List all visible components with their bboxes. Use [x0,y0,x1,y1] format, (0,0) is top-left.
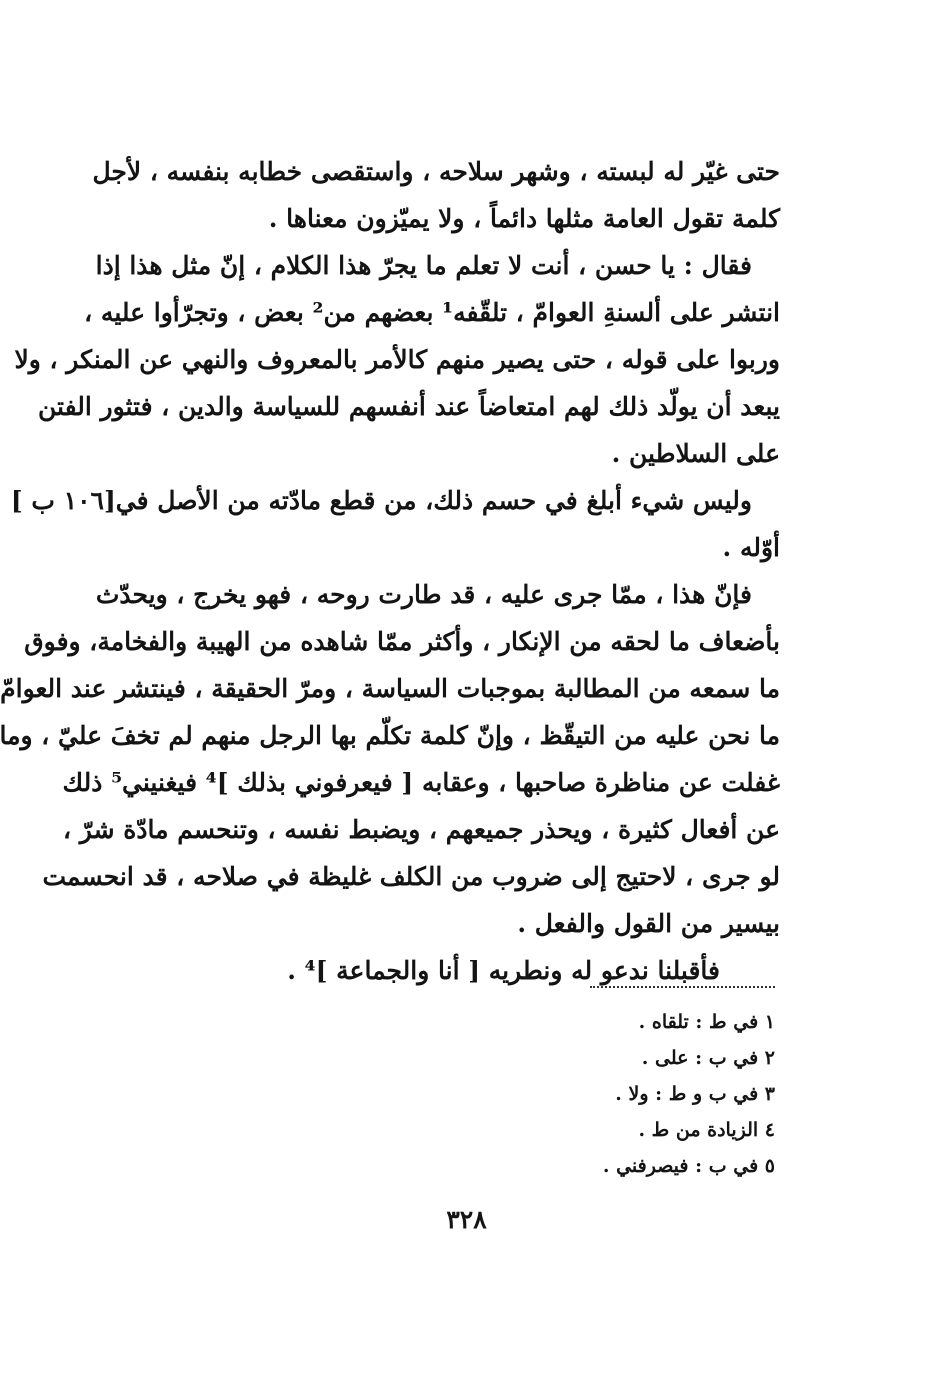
text-line: ما سمعه من المطالبة بموجبات السياسة ، ومرّ الحقيقة ، فينتشر عند العوامّ [0,674,780,703]
footnote-2: ٢ في ب : على . [641,1047,775,1069]
text-line: غفلت عن مناظرة صاحبها ، وعقابه [ فيعرفوني بذلك ]⁴ فيغنيني⁵ ذلك [62,768,780,797]
text-line: لو جرى ، لاحتيج إلى ضروب من الكلف غليظة في صلاحه ، قد انحسمت [42,862,780,891]
text-line: أوّله . [722,533,780,562]
page-number: ٣٢٨ [446,1205,487,1234]
text-line: بأضعاف ما لحقه من الإنكار ، وأكثر ممّا شاهده من الهيبة والفخامة، وفوق [24,627,780,656]
text-line: وليس شيء أبلغ في حسم ذلك، من قطع مادّته من الأصل في[١٠٦ ب ] [10,486,752,515]
text-line: فقال : يا حسن ، أنت لا تعلم ما يجرّ هذا الكلام ، إنّ مثل هذا إذا [95,251,752,280]
main-text [0,148,780,994]
footnote-1: ١ في ط : تلقاه . [638,1011,775,1033]
text-line: عن أفعال كثيرة ، ويحذر جميعهم ، ويضبط نفسه ، وتنحسم مادّة شرّ ، [63,815,780,844]
footnotes [560,1004,775,1184]
footnote-divider [590,986,775,988]
paragraph-2 [14,242,780,477]
text-line: انتشر على ألسنةِ العوامّ ، تلقّفه¹ بعضهم من² بعض ، وتجرّأوا عليه ، [84,298,780,327]
text-line: ما نحن عليه من التيقّظ ، وإنّ كلمة تكلّم بها الرجل منهم لم تخفَ عليّ ، وما [0,721,780,750]
paragraph-4 [0,571,780,947]
text-line: وربوا على قوله ، حتى يصير منهم كالأمر بالمعروف والنهي عن المنكر ، ولا [14,345,780,374]
text-line: حتى غيّر له لبسته ، وشهر سلاحه ، واستقصى خطابه بنفسه ، لأجل [92,157,780,186]
text-line: على السلاطين . [611,439,780,468]
footnote-4: ٤ الزيادة من ط . [638,1119,775,1141]
footnote-5: ٥ في ب : فيصرفني . [602,1155,775,1177]
text-line: فأقبلنا ندعو له ونطريه [ أنا والجماعة ]⁴ . [287,956,720,985]
text-line: يبعد أن يولّد ذلك لهم امتعاضاً عند أنفسهم للسياسة والدين ، فتثور الفتن [38,392,780,421]
footnote-3: ٣ في ب و ط : ولا . [615,1083,775,1105]
text-line: كلمة تقول العامة مثلها دائماً ، ولا يميّزون معناها . [268,204,780,233]
text-line: بيسير من القول والفعل . [517,909,780,938]
text-line: فإنّ هذا ، ممّا جرى عليه ، قد طارت روحه ، فهو يخرج ، ويحدّث [95,580,752,609]
paragraph-1 [92,148,780,242]
paragraph-3 [10,477,780,571]
